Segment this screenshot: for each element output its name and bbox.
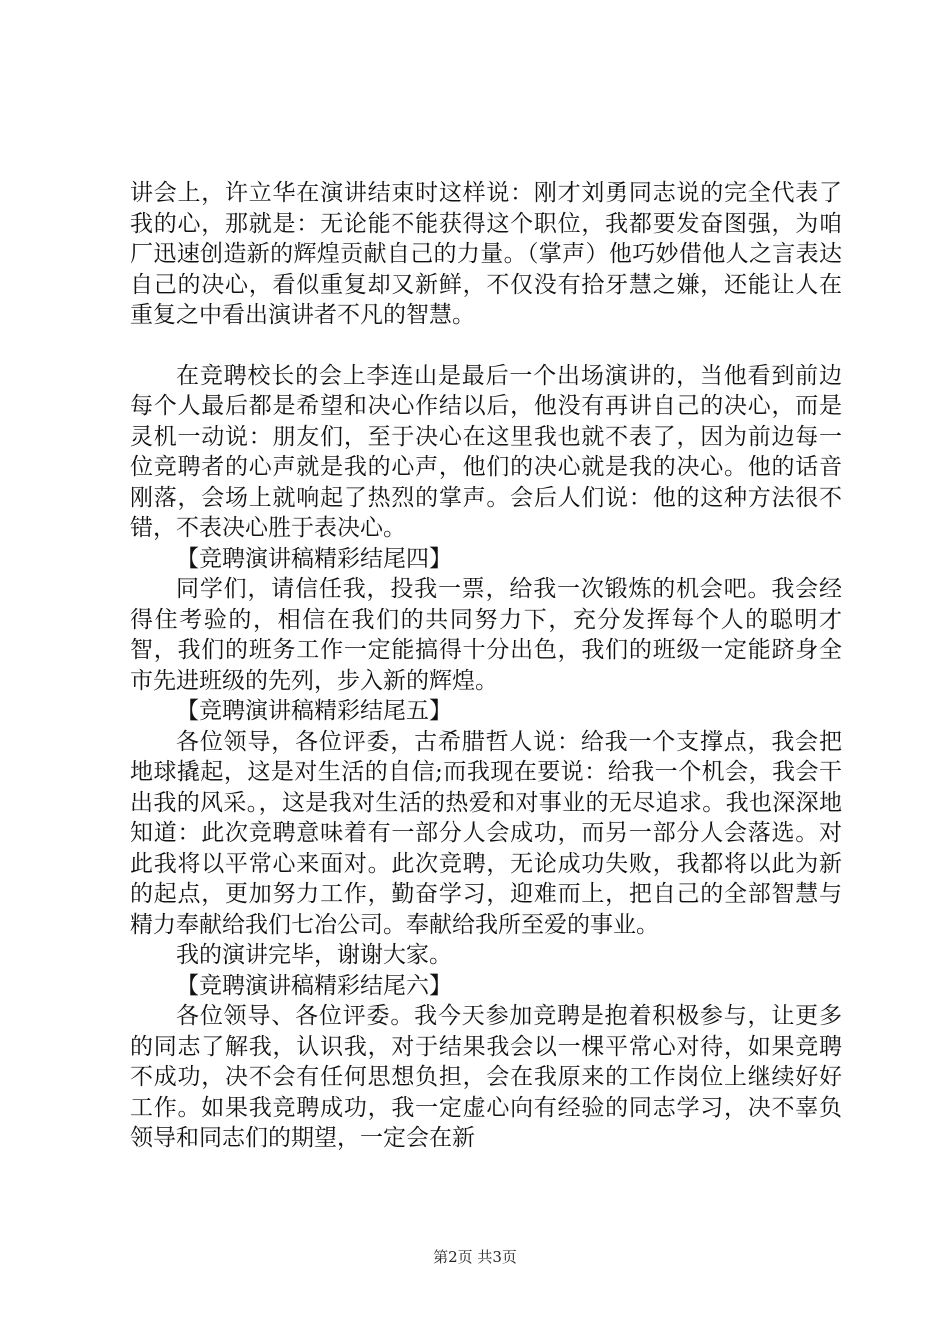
paragraph-3: 同学们，请信任我，投我一票，给我一次锻炼的机会吧。我会经得住考验的，相信在我们的共同努力下，充分发挥每个人的聪明才智，我们的班务工作一定能搞得十分出色，我们的班级一定能跻身全市先进班级的先列，步入新的辉煌。 xyxy=(130,576,842,694)
page-number-footer: 第2页 共3页 xyxy=(433,1248,517,1266)
paragraph-gap xyxy=(130,331,842,361)
section-heading-6: 【竞聘演讲稿精彩结尾六】 xyxy=(176,972,452,999)
section-heading-5: 【竞聘演讲稿精彩结尾五】 xyxy=(176,698,452,724)
document-body xyxy=(130,178,842,1154)
paragraph-1: 讲会上，许立华在演讲结束时这样说：刚才刘勇同志说的完全代表了我的心，那就是：无论能不能获得这个职位，我都要发奋图强，为咱厂迅速创造新的辉煌贡献自己的力量。（掌声）他巧妙借他人之言表达自己的决心，看似重复却又新鲜，不仅没有拾牙慧之嫌，还能让人在重复之中看出演讲者不凡的智慧。 xyxy=(130,180,842,328)
paragraph-4: 各位领导，各位评委，古希腊哲人说：给我一个支撑点，我会把地球撬起，这是对生活的自信;而我现在要说：给我一个机会，我会干出我的风采。，这是我对生活的热爱和对事业的无尽追求。我也深深地知道：此次竞聘意味着有一部分人会成功，而另一部分人会落选。对此我将以平常心来面对。此次竞聘，无论成功失败，我都将以此为新的起点，更加努力工作，勤奋学习，迎难而上，把自己的全部智慧与精力奉献给我们七冶公司。奉献给我所至爱的事业。 xyxy=(130,728,842,938)
paragraph-2: 在竞聘校长的会上李连山是最后一个出场演讲的，当他看到前边每个人最后都是希望和决心作结以后，他没有再讲自己的决心，而是灵机一动说：朋友们，至于决心在这里我也就不表了，因为前边每一位竞聘者的心声就是我的心声，他们的决心就是我的决心。他的话音刚落，会场上就响起了热烈的掌声。会后人们说：他的这种方法很不错，不表决心胜于表决心。 xyxy=(130,362,842,541)
paragraph-5: 我的演讲完毕，谢谢大家。 xyxy=(176,942,452,968)
section-heading-4: 【竞聘演讲稿精彩结尾四】 xyxy=(176,545,452,572)
paragraph-6: 各位领导、各位评委。我今天参加竞聘是抱着积极参与，让更多的同志了解我，认识我，对于结果我会以一棵平常心对待，如果竞聘不成功，决不会有任何思想负担，会在我原来的工作岗位上继续好好工作。如果我竞聘成功，我一定虚心向有经验的同志学习，决不辜负领导和同志们的期望，一定会在新 xyxy=(130,1003,842,1151)
